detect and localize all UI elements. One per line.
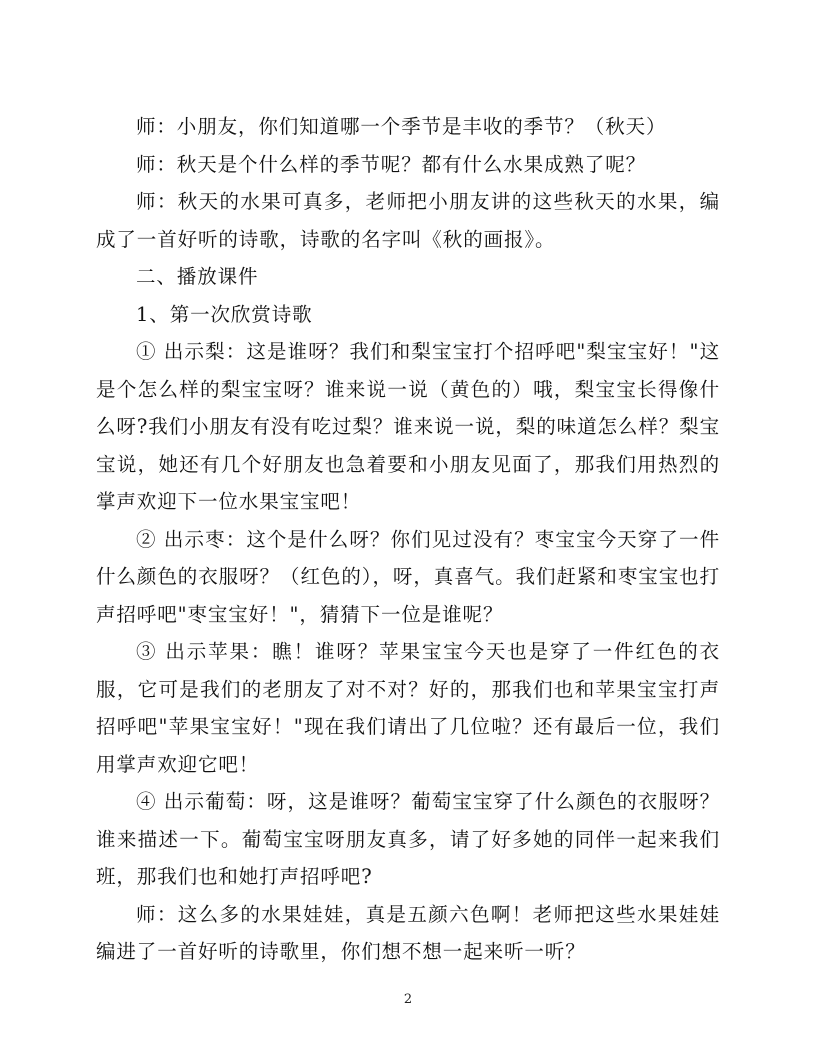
paragraph-question-autumn-fruits: 师：秋天是个什么样的季节呢？都有什么水果成熟了呢？ [136, 152, 647, 176]
paragraph-question-harvest-season: 师：小朋友，你们知道哪一个季节是丰收的季节？（秋天） [136, 115, 667, 138]
paragraph-jujube: ② 出示枣：这个是什么呀？你们见过没有？枣宝宝今天穿了一件什么颜色的衣服呀？（红色的），呀，真喜气。我们赶紧和枣宝宝也打声招呼吧"枣宝宝好！"，猜猜下一位是谁呢？ [96, 527, 720, 626]
subheading-first-listening: 1、第一次欣赏诗歌 [136, 302, 313, 326]
paragraph-apple: ③ 出示苹果：瞧！谁呀？苹果宝宝今天也是穿了一件红色的衣服，它可是我们的老朋友了对不对？好的，那我们也和苹果宝宝打声招呼吧"苹果宝宝好！"现在我们请出了几位啦？还有最后一位，我们用掌声欢迎它吧！ [96, 640, 720, 776]
paragraph-pear: ① 出示梨：这是谁呀？我们和梨宝宝打个招呼吧"梨宝宝好！"这是个怎么样的梨宝宝呀？谁来说一说（黄色的）哦，梨宝宝长得像什么呀?我们小朋友有没有吃过梨？谁来说一说，梨的味道怎么样？梨宝宝说，她还有几个好朋友也急着要和小朋友见面了，那我们用热烈的掌声欢迎下一位水果宝宝吧！ [96, 340, 720, 513]
document-body [96, 108, 720, 971]
paragraph-colorful-fruits: 师：这么多的水果娃娃，真是五颜六色啊！老师把这些水果娃娃编进了一首好听的诗歌里，你们想不想一起来听一听？ [96, 902, 720, 963]
paragraph-poem-introduction: 师：秋天的水果可真多，老师把小朋友讲的这些秋天的水果，编成了一首好听的诗歌，诗歌的名字叫《秋的画报》。 [96, 190, 720, 251]
paragraph-grape: ④ 出示葡萄：呀，这是谁呀？葡萄宝宝穿了什么颜色的衣服呀？谁来描述一下。葡萄宝宝呀朋友真多，请了好多她的同伴一起来我们班，那我们也和她打声招呼吧? [96, 790, 720, 888]
section-heading-play-courseware: 二、播放课件 [136, 265, 259, 288]
page-number: 2 [403, 992, 413, 1007]
